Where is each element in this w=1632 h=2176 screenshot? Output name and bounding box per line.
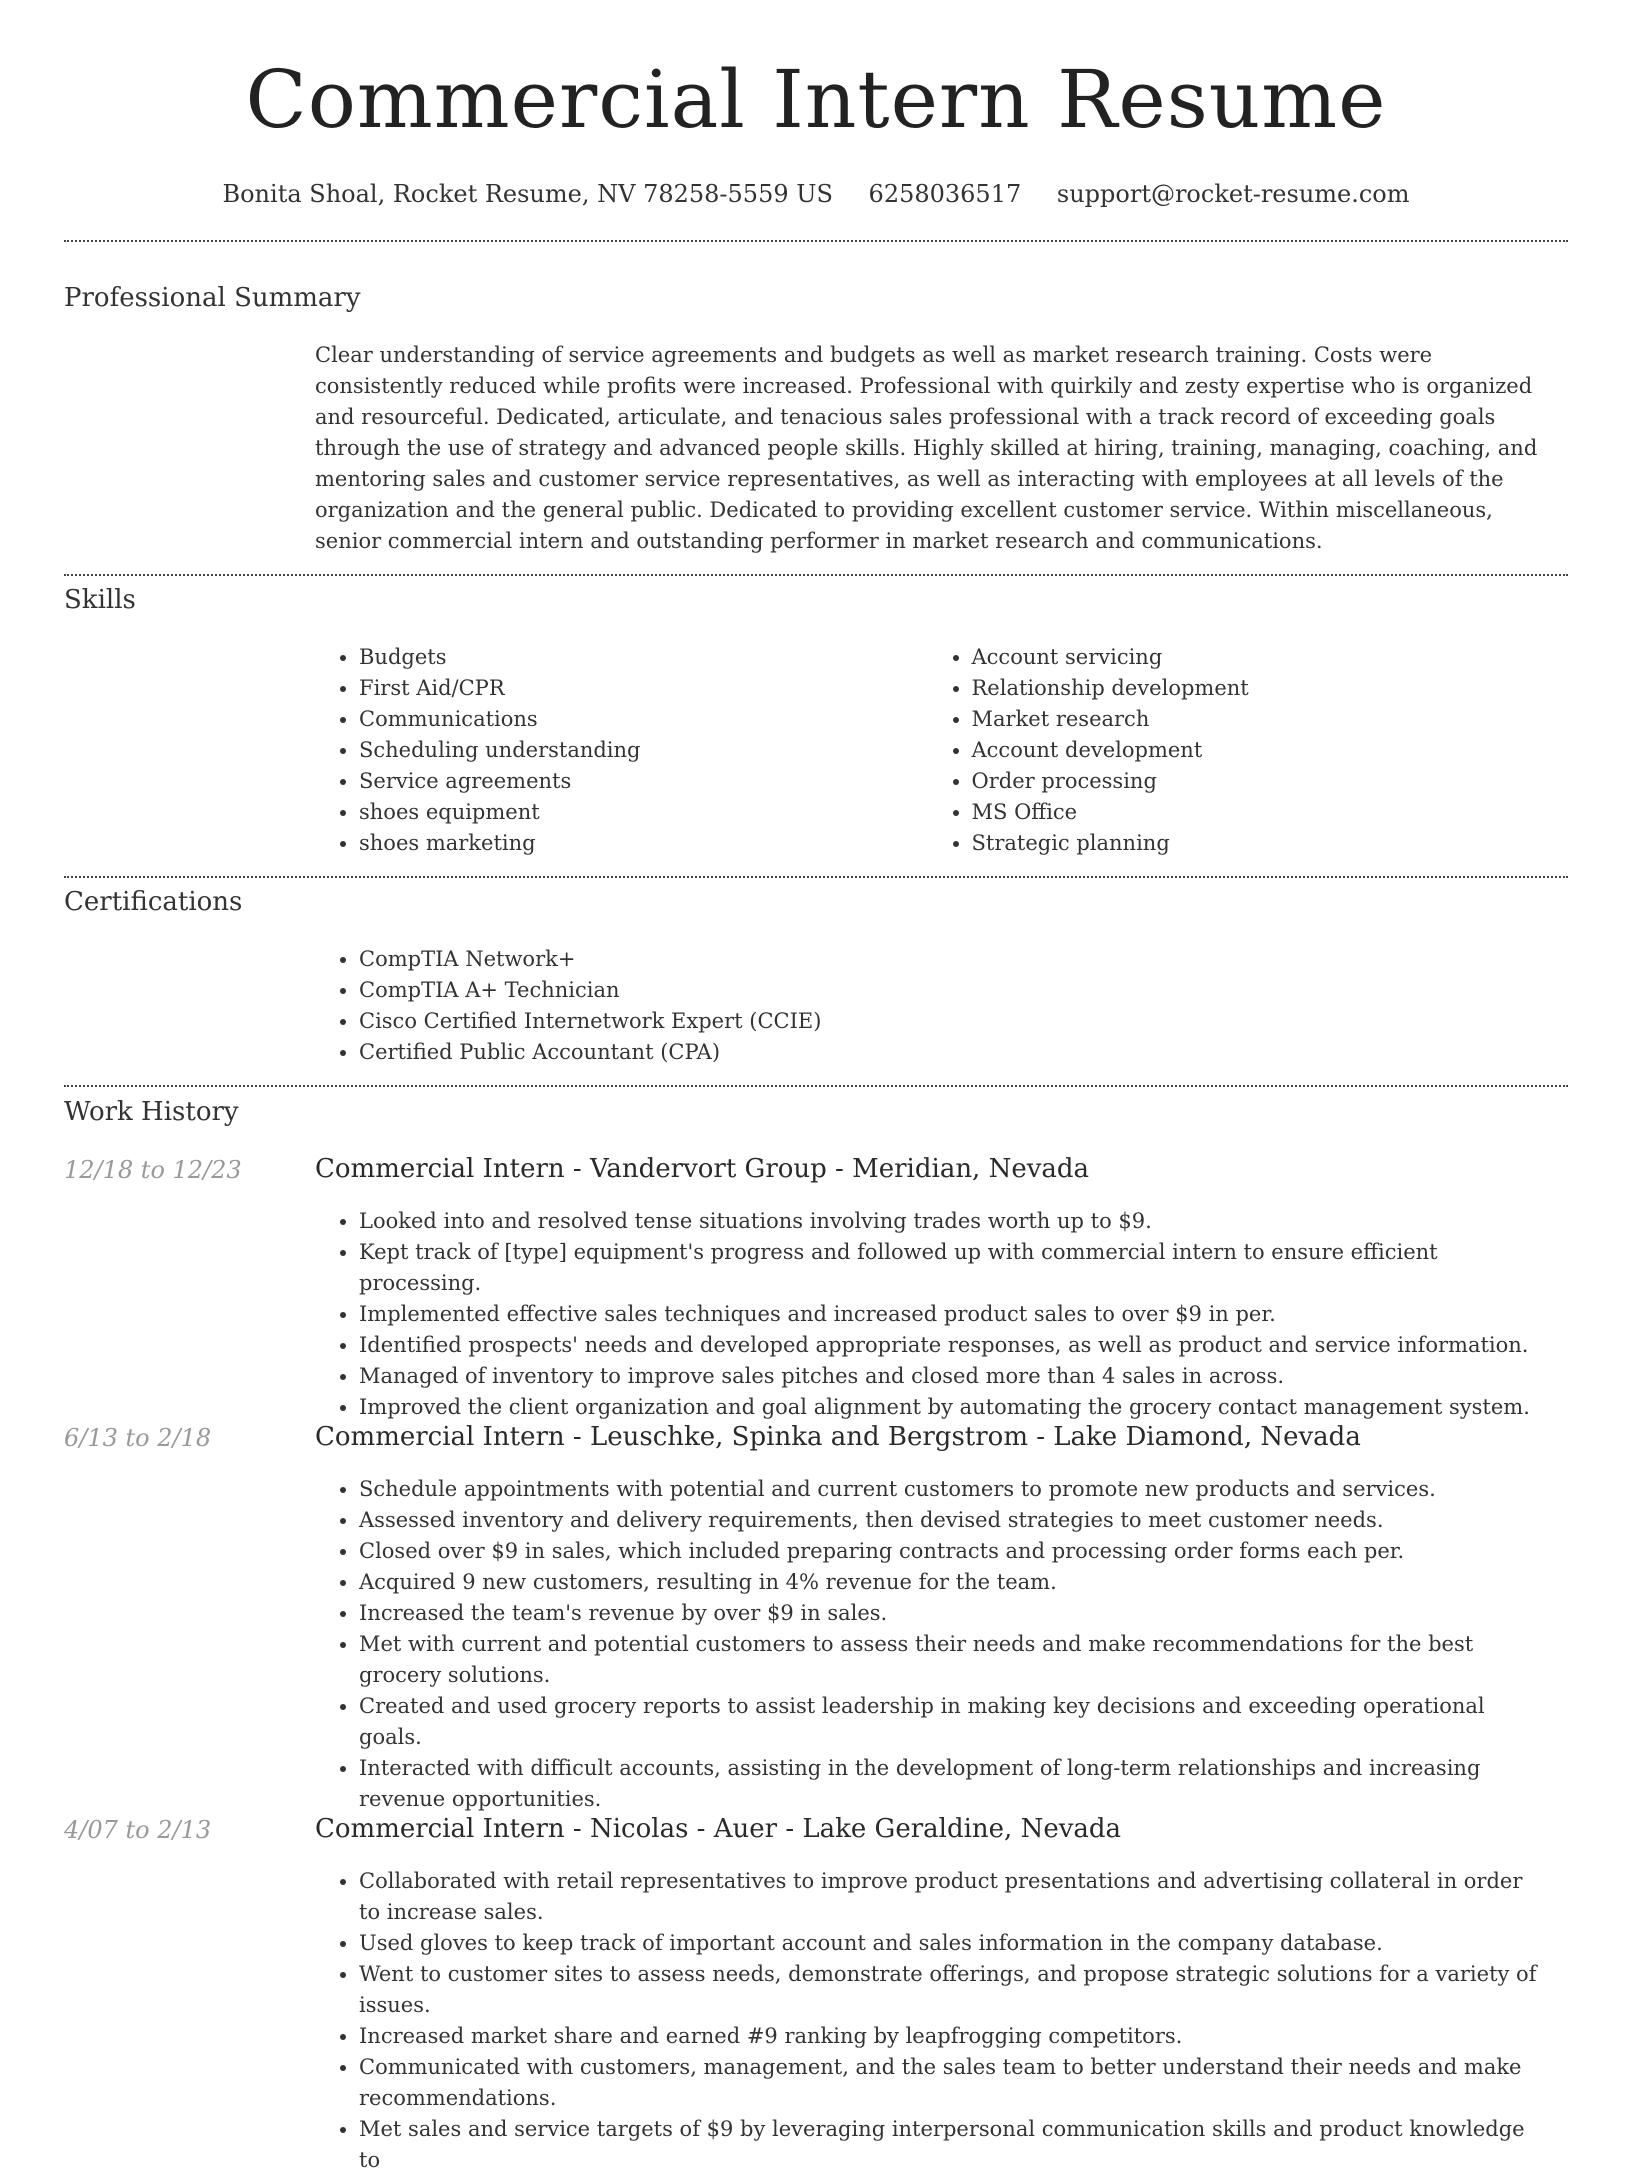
certification-item: • CompTIA Network+ <box>359 944 1540 975</box>
job-bullets <box>315 1206 1540 1423</box>
skill-item: • Order processing <box>972 766 1541 797</box>
job-bullet: • Implemented effective sales techniques and increased product sales to over $9 in per. <box>359 1299 1540 1330</box>
job-bullet: • Acquired 9 new customers, resulting in 4% revenue for the team. <box>359 1567 1540 1598</box>
certification-item: • Cisco Certified Internetwork Expert (CCIE) <box>359 1006 1540 1037</box>
skills-heading: Skills <box>64 585 136 615</box>
contact-email: support@rocket-resume.com <box>1056 180 1410 208</box>
job-title: Commercial Intern - Leuschke, Spinka and Bergstrom - Lake Diamond, Nevada <box>315 1422 1361 1452</box>
job-bullet: • Met sales and service targets of $9 by leveraging interpersonal communication skills and product knowledge to <box>359 2114 1540 2176</box>
skills-column-left <box>315 642 928 859</box>
divider <box>64 876 1568 878</box>
skills-list <box>315 642 1540 859</box>
skill-item: • Market research <box>972 704 1541 735</box>
skill-item: • shoes equipment <box>359 797 928 828</box>
job-dates: 12/18 to 12/23 <box>64 1156 242 1184</box>
job-bullet: • Increased the team's revenue by over $9 in sales. <box>359 1598 1540 1629</box>
job-title: Commercial Intern - Nicolas - Auer - Lake Geraldine, Nevada <box>315 1814 1122 1844</box>
job-bullet: • Closed over $9 in sales, which included preparing contracts and processing order forms each per. <box>359 1536 1540 1567</box>
skill-item: • Account servicing <box>972 642 1541 673</box>
job-bullet: • Looked into and resolved tense situations involving trades worth up to $9. <box>359 1206 1540 1237</box>
work-history-heading: Work History <box>64 1097 239 1127</box>
resume-header <box>0 0 1632 208</box>
divider <box>64 1085 1568 1087</box>
job-bullet: • Communicated with customers, management, and the sales team to better understand their needs and make recommendations. <box>359 2052 1540 2114</box>
skill-item: • Budgets <box>359 642 928 673</box>
certification-item: • Certified Public Accountant (CPA) <box>359 1037 1540 1068</box>
divider <box>64 574 1568 576</box>
divider <box>64 240 1568 242</box>
summary-text: Clear understanding of service agreements and budgets as well as market research training. Costs were consistently reduced while profits were increased. Professional with quirkily and zesty expertise who is organized and resourceful. Dedicated, articulate, and tenacious sales professional with a track record of exceeding goals through the use of strategy and advanced people skills. Highly skilled at hiring, training, managing, coaching, and mentoring sales and customer service representatives, as well as interacting with employees at all levels of the organization and the general public. Dedicated to providing excellent customer service. Within miscellaneous, senior commercial intern and outstanding performer in market research and communications. <box>315 343 1538 553</box>
skill-item: • MS Office <box>972 797 1541 828</box>
job-bullet: • Used gloves to keep track of important account and sales information in the company database. <box>359 1928 1540 1959</box>
skill-item: • Account development <box>972 735 1541 766</box>
job-bullet: • Assessed inventory and delivery requirements, then devised strategies to meet customer needs. <box>359 1505 1540 1536</box>
job-bullet: • Improved the client organization and goal alignment by automating the grocery contact management system. <box>359 1392 1540 1423</box>
skill-item: • Service agreements <box>359 766 928 797</box>
job-dates: 6/13 to 2/18 <box>64 1424 212 1452</box>
job-bullet: • Went to customer sites to assess needs, demonstrate offerings, and propose strategic solutions for a variety of issues. <box>359 1959 1540 2021</box>
job-bullets <box>315 1866 1540 2176</box>
certification-item: • CompTIA A+ Technician <box>359 975 1540 1006</box>
summary-block <box>315 340 1540 557</box>
job-bullet: • Managed of inventory to improve sales pitches and closed more than 4 sales in across. <box>359 1361 1540 1392</box>
job-bullet: • Kept track of [type] equipment's progress and followed up with commercial intern to ensure efficient processing. <box>359 1237 1540 1299</box>
summary-heading: Professional Summary <box>64 283 361 313</box>
skills-column-right <box>928 642 1541 859</box>
skill-item: • Scheduling understanding <box>359 735 928 766</box>
job-bullet: • Collaborated with retail representatives to improve product presentations and advertising collateral in order to increase sales. <box>359 1866 1540 1928</box>
skill-item: • Relationship development <box>972 673 1541 704</box>
skill-item: • Strategic planning <box>972 828 1541 859</box>
job-dates: 4/07 to 2/13 <box>64 1816 212 1844</box>
certifications-list <box>315 944 1540 1068</box>
job-bullet: • Identified prospects' needs and developed appropriate responses, as well as product and service information. <box>359 1330 1540 1361</box>
job-bullet: • Schedule appointments with potential and current customers to promote new products and services. <box>359 1474 1540 1505</box>
skill-item: • Communications <box>359 704 928 735</box>
job-bullet: • Interacted with difficult accounts, assisting in the development of long-term relationships and increasing revenue opportunities. <box>359 1753 1540 1815</box>
certifications-heading: Certifications <box>64 887 243 917</box>
page-title: Commercial Intern Resume <box>245 53 1387 146</box>
job-bullet: • Increased market share and earned #9 ranking by leapfrogging competitors. <box>359 2021 1540 2052</box>
job-bullet: • Created and used grocery reports to assist leadership in making key decisions and exceeding operational goals. <box>359 1691 1540 1753</box>
skill-item: • First Aid/CPR <box>359 673 928 704</box>
contact-address: Bonita Shoal, Rocket Resume, NV 78258-5559 US <box>222 180 833 208</box>
job-bullets <box>315 1474 1540 1815</box>
contact-phone: 6258036517 <box>868 180 1022 208</box>
contact-line <box>0 180 1632 208</box>
job-title: Commercial Intern - Vandervort Group - Meridian, Nevada <box>315 1154 1090 1184</box>
skill-item: • shoes marketing <box>359 828 928 859</box>
job-bullet: • Met with current and potential customers to assess their needs and make recommendations for the best grocery solutions. <box>359 1629 1540 1691</box>
